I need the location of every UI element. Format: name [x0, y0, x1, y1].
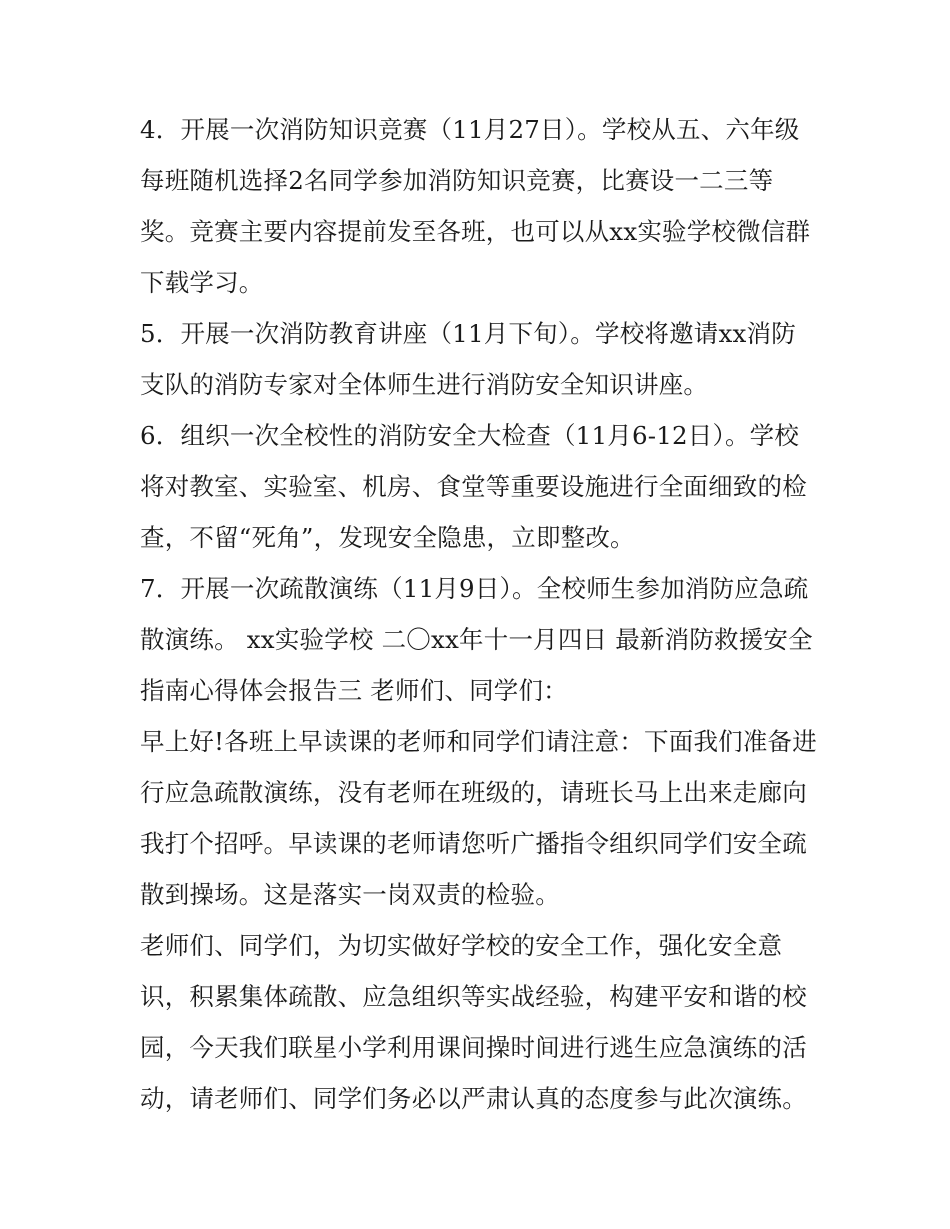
paragraph-item-5: 5．开展一次消防教育讲座（11月下旬）。学校将邀请xx消防支队的消防专家对全体师生进行消防安全知识讲座。: [140, 319, 796, 399]
document-page: [140, 104, 820, 1124]
paragraph-item-4: 4．开展一次消防知识竞赛（11月27日）。学校从五、六年级每班随机选择2名同学参加消防知识竞赛，比赛设一二三等奖。竞赛主要内容提前发至各班，也可以从xx实验学校微信群下载学习。: [140, 115, 811, 297]
paragraph-item-7: 7．开展一次疏散演练（11月9日）。全校师生参加消防应急疏散演练。 xx实验学校 二〇xx年十一月四日 最新消防救援安全指南心得体会报告三 老师们、同学们：: [140, 574, 813, 705]
paragraph-greeting: 早上好!各班上早读课的老师和同学们请注意：下面我们准备进行应急疏散演练，没有老师在班级的，请班长马上出来走廊向我打个招呼。早读课的老师请您听广播指令组织同学们安全疏散到操场。这是落实一岗双责的检验。: [140, 727, 817, 909]
paragraph-item-6: 6．组织一次全校性的消防安全大检查（11月6-12日）。学校将对教室、实验室、机房、食堂等重要设施进行全面细致的检查，不留“死角”，发现安全隐患，立即整改。: [140, 421, 807, 552]
paragraph-closing: 老师们、同学们，为切实做好学校的安全工作，强化安全意识，积累集体疏散、应急组织等实战经验，构建平安和谐的校园，今天我们联星小学利用课间操时间进行逃生应急演练的活动，请老师们、同学们务必以严肃认真的态度参与此次演练。: [140, 931, 807, 1113]
